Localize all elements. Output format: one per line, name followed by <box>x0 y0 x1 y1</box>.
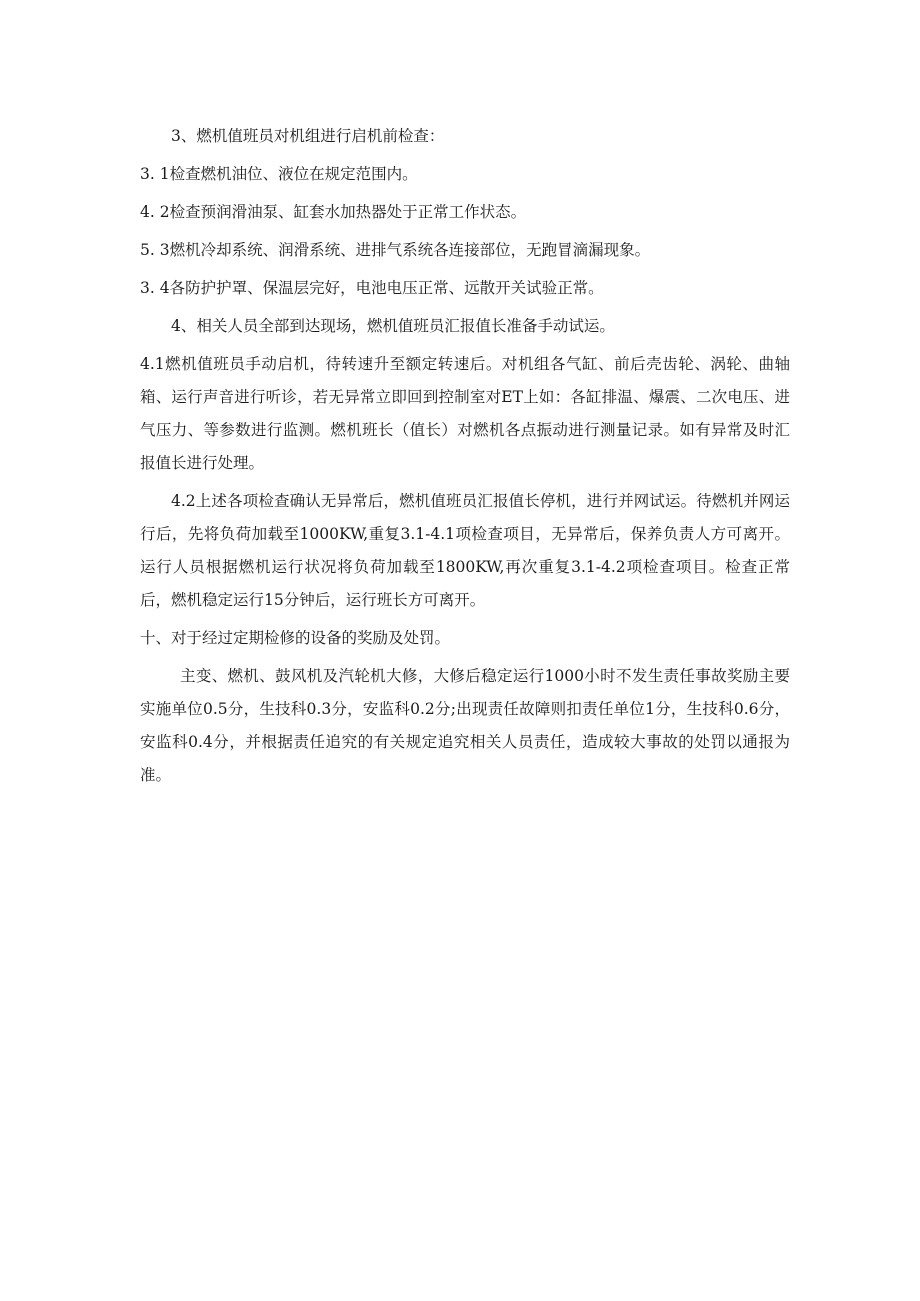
paragraph-check-3-4: 3. 4各防护护罩、保温层完好，电池电压正常、远散开关试验正常。 <box>140 279 604 297</box>
paragraph-check-4-2: 4. 2检查预润滑油泵、缸套水加热器处于正常工作状态。 <box>140 203 527 221</box>
paragraph-pre-start-check-heading: 3、燃机值班员对机组进行启机前检查： <box>171 127 445 145</box>
paragraph-rewards-penalties-body: 主变、燃机、鼓风机及汽轮机大修，大修后稳定运行1000小时不发生责任事故奖励主要实施单位0.5分，生技科0.3分，安监科0.2分;出现责任故障则扣责任单位1分，生技科0.6分，安监科0.4分，并根据责任追究的有关规定追究相关人员责任，造成较大事故的处罚以通报为准。 <box>140 667 790 784</box>
paragraph-step-4-2: 4.2上述各项检查确认无异常后，燃机值班员汇报值长停机，进行并网试运。待燃机并网运行后，先将负荷加载至1000KW,重复3.1-4.1项检查项目，无异常后，保养负责人方可离开。运行人员根据燃机运行状况将负荷加载至1800KW,再次重复3.1-4.2项检查项目。检查正常后，燃机稳定运行15分钟后，运行班长方可离开。 <box>140 492 790 609</box>
section-heading-rewards-penalties: 十、对于经过定期检修的设备的奖励及处罚。 <box>140 629 451 647</box>
paragraph-step-4-1: 4.1燃机值班员手动启机，待转速升至额定转速后。对机组各气缸、前后壳齿轮、涡轮、曲轴箱、运行声音进行听诊，若无异常立即回到控制室对ET上如：各缸排温、爆震、二次电压、进气压力、等参数进行监测。燃机班长（值长）对燃机各点振动进行测量记录。如有异常及时汇报值长进行处理。 <box>140 355 790 472</box>
paragraph-check-3-1: 3. 1检查燃机油位、液位在规定范围内。 <box>140 165 418 183</box>
paragraph-check-5-3: 5. 3燃机冷却系统、润滑系统、进排气系统各连接部位，无跑冒滴漏现象。 <box>140 241 651 259</box>
document-body <box>140 120 790 792</box>
paragraph-manual-trial-heading: 4、相关人员全部到达现场，燃机值班员汇报值长准备手动试运。 <box>171 317 615 335</box>
